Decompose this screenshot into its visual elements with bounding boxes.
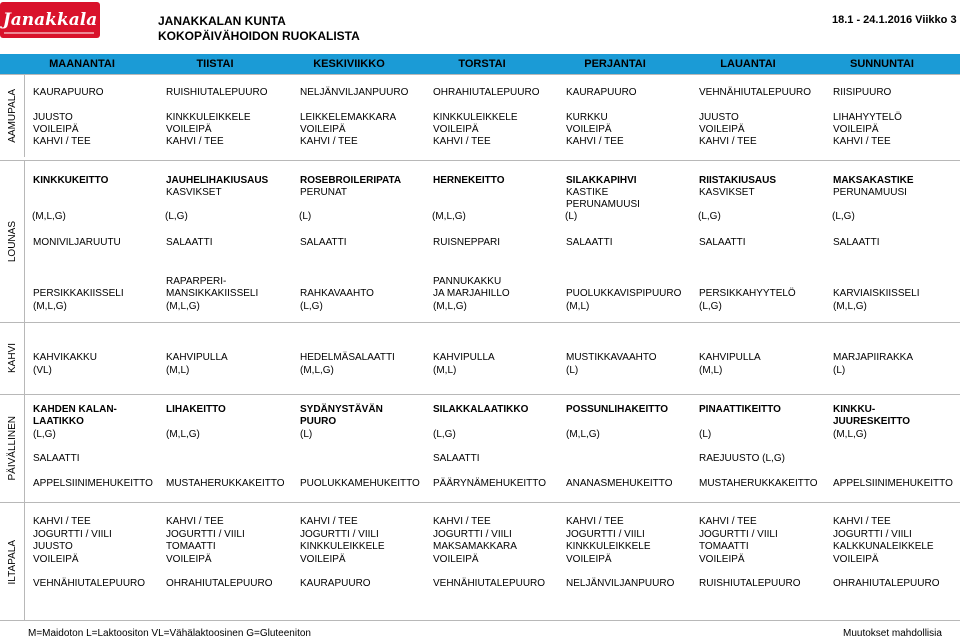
- changes-note: Muutokset mahdollisia: [843, 628, 942, 639]
- evening-porridge: OHRAHIUTALEPUURO: [833, 578, 940, 589]
- breakfast-drink: KAHVI / TEE: [433, 136, 491, 147]
- menu-title: KOKOPÄIVÄHOIDON RUOKALISTA: [158, 29, 360, 43]
- evening-bread: VOILEIPÄ: [300, 554, 346, 565]
- lunch-salad: SALAATTI: [833, 237, 880, 248]
- weekday-header-bar: [0, 54, 960, 74]
- snack-item: HEDELMÄSALAATTI: [300, 352, 395, 363]
- snack-item: KAHVIPULLA: [166, 352, 228, 363]
- evening-topping: TOMAATTI: [166, 541, 216, 552]
- lunch-diet: (L,G): [832, 211, 855, 222]
- section-divider-iltapala: [0, 502, 960, 503]
- evening-bread: VOILEIPÄ: [433, 554, 479, 565]
- breakfast-bread: VOILEIPÄ: [166, 124, 212, 135]
- breakfast-topping: KURKKU: [566, 112, 608, 123]
- dinner-extra: RAEJUUSTO (L,G): [699, 453, 785, 464]
- breakfast-drink: KAHVI / TEE: [300, 136, 358, 147]
- breakfast-drink: KAHVI / TEE: [166, 136, 224, 147]
- snack-item: KAHVIKAKKU: [33, 352, 97, 363]
- dinner-soup: MUSTAHERUKKAKEITTO: [699, 478, 818, 489]
- breakfast-topping: LIHAHYYTELÖ: [833, 112, 902, 123]
- dinner-extra: SALAATTI: [433, 453, 480, 464]
- evening-porridge: VEHNÄHIUTALEPUURO: [433, 578, 546, 589]
- evening-porridge: NELJÄNVILJANPUURO: [566, 578, 675, 589]
- evening-drink: KAHVI / TEE: [699, 516, 757, 527]
- dinner-main-dish: KAHDEN KALAN-: [33, 404, 117, 415]
- lunch-diet: (L,G): [165, 211, 188, 222]
- breakfast-drink: KAHVI / TEE: [833, 136, 891, 147]
- evening-yogurt: JOGURTTI / VIILI: [833, 529, 912, 540]
- evening-yogurt: JOGURTTI / VIILI: [33, 529, 112, 540]
- breakfast-bread: VOILEIPÄ: [833, 124, 879, 135]
- dinner-main-dish: SYDÄNYSTÄVÄN: [300, 404, 383, 415]
- evening-drink: KAHVI / TEE: [33, 516, 91, 527]
- evening-bread: VOILEIPÄ: [166, 554, 212, 565]
- dinner-main-dish: SILAKKALAATIKKO: [433, 404, 529, 415]
- snack-diet: (M,L): [699, 365, 723, 376]
- lunch-side: KASVIKSET: [166, 187, 222, 198]
- lunch-dessert: MANSIKKAKIISSELI: [166, 288, 259, 299]
- lunch-side: KASVIKSET: [699, 187, 755, 198]
- lunch-dessert-diet: (M,L,G): [833, 301, 867, 312]
- section-label-text: AAMUPALA: [6, 89, 18, 143]
- evening-drink: KAHVI / TEE: [300, 516, 358, 527]
- breakfast-porridge: RIISIPUURO: [833, 87, 892, 98]
- day-header-4: PERJANTAI: [584, 58, 646, 70]
- evening-bread: VOILEIPÄ: [699, 554, 745, 565]
- breakfast-drink: KAHVI / TEE: [566, 136, 624, 147]
- lunch-side: PERUNAMUUSI: [566, 199, 640, 210]
- lunch-side: PERUNAMUUSI: [833, 187, 907, 198]
- lunch-main-dish: JAUHELIHAKIUSAUS: [166, 175, 269, 186]
- lunch-main-dish: ROSEBROILERIPATA: [300, 175, 402, 186]
- janakkala-logo: [0, 2, 100, 38]
- dinner-main-dish: KINKKU-: [833, 404, 876, 415]
- breakfast-porridge: OHRAHIUTALEPUURO: [433, 87, 540, 98]
- lunch-salad: SALAATTI: [300, 237, 347, 248]
- lunch-dessert-diet: (M,L,G): [433, 301, 467, 312]
- lunch-dessert: PERSIKKAHYYTELÖ: [699, 288, 796, 299]
- diet-legend: M=Maidoton L=Laktoositon VL=Vähälaktoosinen G=Gluteeniton: [28, 628, 311, 639]
- dinner-soup: MUSTAHERUKKAKEITTO: [166, 478, 285, 489]
- lunch-side: KASTIKE: [566, 187, 609, 198]
- lunch-dessert-diet: (M,L,G): [166, 301, 200, 312]
- dinner-diet: (L,G): [33, 429, 56, 440]
- snack-item: KAHVIPULLA: [699, 352, 761, 363]
- lunch-diet: (M,L,G): [432, 211, 466, 222]
- section-divider-aamupala: [0, 74, 960, 75]
- snack-diet: (L): [566, 365, 579, 376]
- lunch-dessert: PUOLUKKAVISPIPUURO: [566, 288, 682, 299]
- dinner-main-dish: PINAATTIKEITTO: [699, 404, 781, 415]
- dinner-soup: PUOLUKKAMEHUKEITTO: [300, 478, 420, 489]
- breakfast-topping: JUUSTO: [699, 112, 739, 123]
- evening-porridge: OHRAHIUTALEPUURO: [166, 578, 273, 589]
- logo-text: Janakkala: [2, 10, 98, 30]
- breakfast-porridge: NELJÄNVILJANPUURO: [300, 87, 409, 98]
- evening-yogurt: JOGURTTI / VIILI: [433, 529, 512, 540]
- lunch-dessert-diet: (M,L): [566, 301, 590, 312]
- lunch-diet: (L): [565, 211, 578, 222]
- lunch-dessert-diet: (M,L,G): [33, 301, 67, 312]
- dinner-main-dish: LIHAKEITTO: [166, 404, 226, 415]
- lunch-main-dish: SILAKKAPIHVI: [566, 175, 637, 186]
- dinner-diet: (L,G): [433, 429, 456, 440]
- section-divider-kahvi: [0, 322, 960, 323]
- section-label-text: ILTAPALA: [6, 539, 18, 585]
- section-divider-paivallinen: [0, 394, 960, 395]
- lunch-dessert-diet: (L,G): [699, 301, 722, 312]
- lunch-diet: (L,G): [698, 211, 721, 222]
- week-dates: 18.1 - 24.1.2016 Viikko 3: [832, 14, 957, 26]
- evening-drink: KAHVI / TEE: [833, 516, 891, 527]
- dinner-soup: APPELSIINIMEHUKEITTO: [33, 478, 153, 489]
- day-header-3: TORSTAI: [458, 58, 506, 70]
- section-label-text: LOUNAS: [6, 220, 18, 263]
- day-header-2: KESKIVIIKKO: [313, 58, 385, 70]
- lunch-dessert-diet: (L,G): [300, 301, 323, 312]
- lunch-main-dish: KINKKUKEITTO: [33, 175, 109, 186]
- lunch-dessert: JA MARJAHILLO: [433, 288, 510, 299]
- lunch-diet: (L): [299, 211, 312, 222]
- breakfast-bread: VOILEIPÄ: [433, 124, 479, 135]
- lunch-salad: SALAATTI: [166, 237, 213, 248]
- table-bottom-divider: [0, 620, 960, 621]
- breakfast-bread: VOILEIPÄ: [33, 124, 79, 135]
- lunch-dessert: PANNUKAKKU: [433, 276, 502, 287]
- dinner-main-dish: JUURESKEITTO: [833, 416, 911, 427]
- evening-yogurt: JOGURTTI / VIILI: [166, 529, 245, 540]
- breakfast-drink: KAHVI / TEE: [33, 136, 91, 147]
- dinner-diet: (L): [699, 429, 712, 440]
- evening-topping: KALKKUNALEIKKELE: [833, 541, 934, 552]
- lunch-salad: RUISNEPPARI: [433, 237, 501, 248]
- dinner-extra: SALAATTI: [33, 453, 80, 464]
- snack-diet: (VL): [33, 365, 52, 376]
- dinner-diet: (M,L,G): [833, 429, 867, 440]
- dinner-diet: (M,L,G): [166, 429, 200, 440]
- section-label-aamupala: [0, 75, 25, 157]
- evening-yogurt: JOGURTTI / VIILI: [300, 529, 379, 540]
- evening-bread: VOILEIPÄ: [566, 554, 612, 565]
- breakfast-porridge: KAURAPUURO: [566, 87, 637, 98]
- breakfast-porridge: RUISHIUTALEPUURO: [166, 87, 268, 98]
- evening-yogurt: JOGURTTI / VIILI: [566, 529, 645, 540]
- dinner-diet: (L): [300, 429, 313, 440]
- breakfast-topping: KINKKULEIKKELE: [433, 112, 518, 123]
- dinner-main-dish: PUURO: [300, 416, 337, 427]
- lunch-main-dish: MAKSAKASTIKE: [833, 175, 914, 186]
- evening-topping: KINKKULEIKKELE: [300, 541, 385, 552]
- evening-drink: KAHVI / TEE: [433, 516, 491, 527]
- section-label-text: KAHVI: [6, 343, 18, 374]
- evening-drink: KAHVI / TEE: [566, 516, 624, 527]
- lunch-salad: SALAATTI: [699, 237, 746, 248]
- evening-bread: VOILEIPÄ: [33, 554, 79, 565]
- snack-diet: (L): [833, 365, 846, 376]
- lunch-side: PERUNAT: [300, 187, 348, 198]
- lunch-salad: MONIVILJARUUTU: [33, 237, 121, 248]
- section-label-paivallinen: [0, 395, 25, 502]
- lunch-main-dish: HERNEKEITTO: [433, 175, 505, 186]
- breakfast-topping: JUUSTO: [33, 112, 73, 123]
- section-divider-lounas: [0, 160, 960, 161]
- section-label-lounas: [0, 161, 25, 322]
- lunch-dessert: RAPARPERI-: [166, 276, 227, 287]
- lunch-dessert: PERSIKKAKIISSELI: [33, 288, 124, 299]
- day-header-1: TIISTAI: [196, 58, 234, 70]
- lunch-dessert: RAHKAVAAHTO: [300, 288, 374, 299]
- breakfast-porridge: VEHNÄHIUTALEPUURO: [699, 87, 812, 98]
- evening-porridge: KAURAPUURO: [300, 578, 371, 589]
- dinner-soup: PÄÄRYNÄMEHUKEITTO: [433, 478, 546, 489]
- dinner-soup: APPELSIINIMEHUKEITTO: [833, 478, 953, 489]
- section-label-kahvi: [0, 323, 25, 394]
- breakfast-bread: VOILEIPÄ: [566, 124, 612, 135]
- snack-diet: (M,L,G): [300, 365, 334, 376]
- breakfast-topping: LEIKKELEMAKKARA: [300, 112, 397, 123]
- municipality-title: JANAKKALAN KUNTA: [158, 14, 286, 28]
- breakfast-bread: VOILEIPÄ: [300, 124, 346, 135]
- snack-item: MUSTIKKAVAAHTO: [566, 352, 657, 363]
- evening-topping: KINKKULEIKKELE: [566, 541, 651, 552]
- lunch-salad: SALAATTI: [566, 237, 613, 248]
- lunch-diet: (M,L,G): [32, 211, 66, 222]
- breakfast-drink: KAHVI / TEE: [699, 136, 757, 147]
- day-header-5: LAUANTAI: [720, 58, 776, 70]
- breakfast-porridge: KAURAPUURO: [33, 87, 104, 98]
- section-label-text: PÄIVÄLLINEN: [6, 416, 18, 481]
- evening-topping: TOMAATTI: [699, 541, 749, 552]
- day-header-0: MAANANTAI: [49, 58, 115, 70]
- day-header-6: SUNNUNTAI: [850, 58, 914, 70]
- dinner-diet: (M,L,G): [566, 429, 600, 440]
- evening-drink: KAHVI / TEE: [166, 516, 224, 527]
- evening-porridge: RUISHIUTALEPUURO: [699, 578, 801, 589]
- breakfast-bread: VOILEIPÄ: [699, 124, 745, 135]
- lunch-dessert: KARVIAISKIISSELI: [833, 288, 920, 299]
- dinner-soup: ANANASMEHUKEITTO: [566, 478, 673, 489]
- evening-topping: JUUSTO: [33, 541, 73, 552]
- evening-yogurt: JOGURTTI / VIILI: [699, 529, 778, 540]
- breakfast-topping: KINKKULEIKKELE: [166, 112, 251, 123]
- section-label-iltapala: [0, 503, 25, 621]
- evening-topping: MAKSAMAKKARA: [433, 541, 517, 552]
- evening-bread: VOILEIPÄ: [833, 554, 879, 565]
- lunch-main-dish: RIISTAKIUSAUS: [699, 175, 777, 186]
- snack-item: KAHVIPULLA: [433, 352, 495, 363]
- dinner-main-dish: POSSUNLIHAKEITTO: [566, 404, 669, 415]
- snack-item: MARJAPIIRAKKA: [833, 352, 914, 363]
- snack-diet: (M,L): [433, 365, 457, 376]
- evening-porridge: VEHNÄHIUTALEPUURO: [33, 578, 146, 589]
- dinner-main-dish: LAATIKKO: [33, 416, 84, 427]
- snack-diet: (M,L): [166, 365, 190, 376]
